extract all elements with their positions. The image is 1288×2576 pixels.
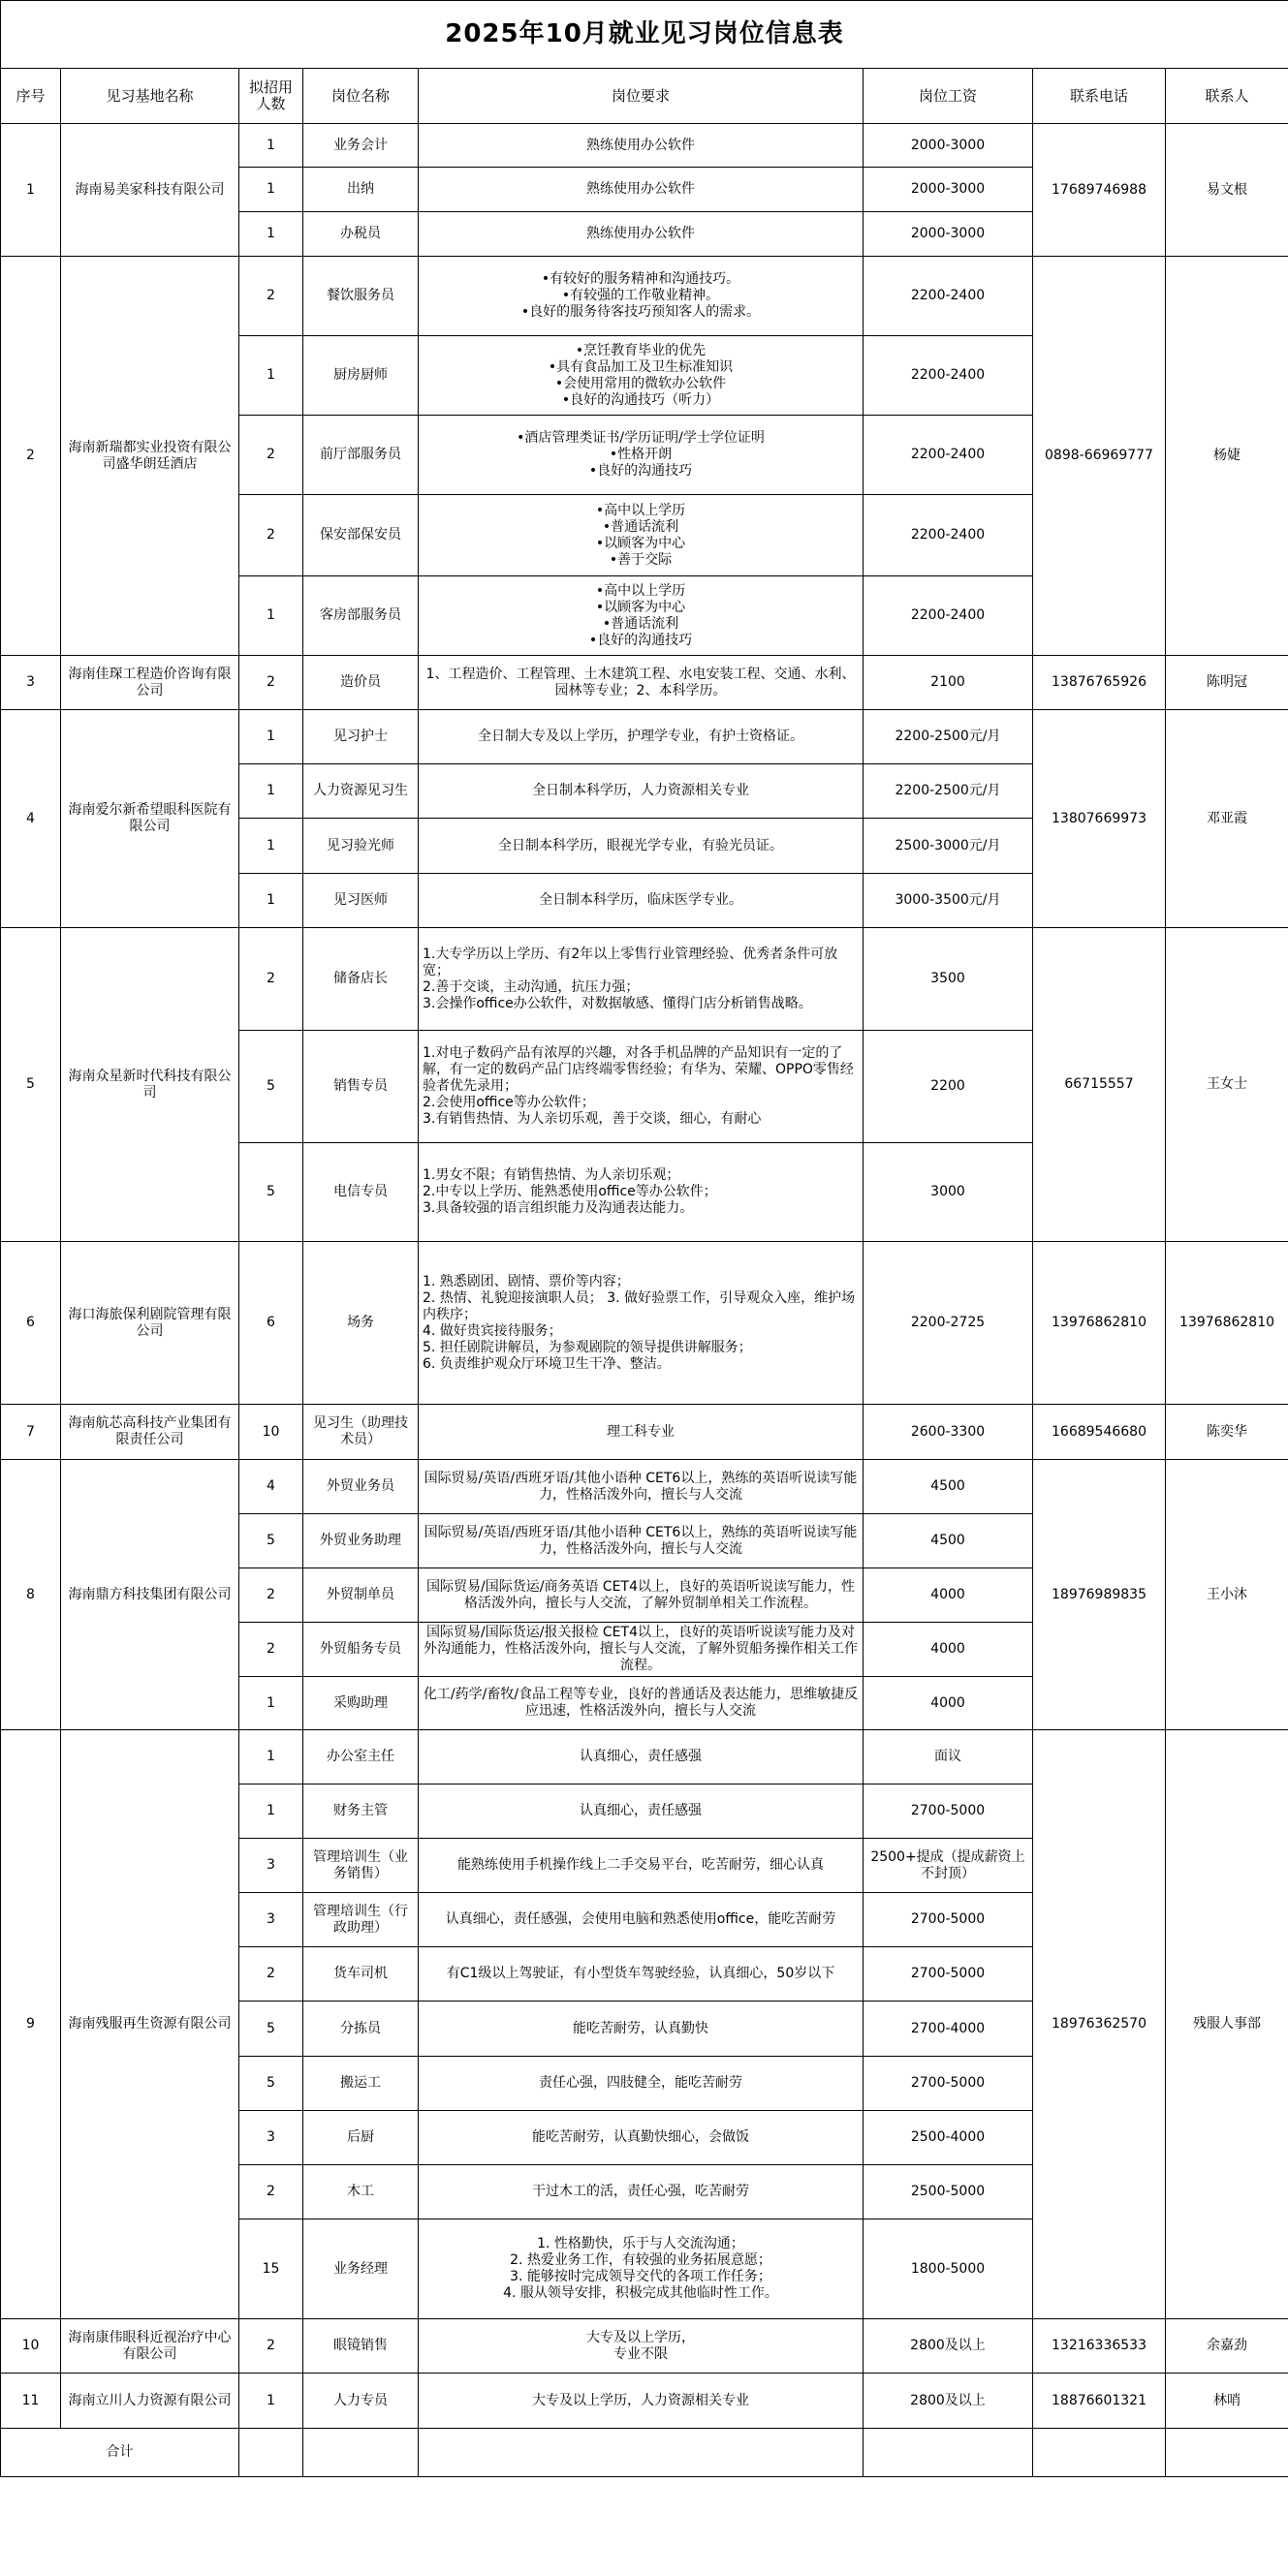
position-name: 办税员 xyxy=(303,212,419,257)
table-row xyxy=(1,1242,1288,1405)
header-contact: 联系人 xyxy=(1166,69,1288,124)
total-empty-cell xyxy=(419,2429,864,2477)
total-empty-cell xyxy=(864,2429,1033,2477)
job-requirement: 大专及以上学历， 专业不限 xyxy=(419,2319,864,2374)
job-requirement: 认真细心，责任感强 xyxy=(419,1785,864,1839)
hire-count: 1 xyxy=(239,819,303,874)
salary: 2500-4000 xyxy=(864,2111,1033,2165)
contact-phone: 13216336533 xyxy=(1033,2319,1166,2374)
row-number: 2 xyxy=(1,257,61,656)
hire-count: 3 xyxy=(239,2111,303,2165)
contact-phone: 0898-66969777 xyxy=(1033,257,1166,656)
contact-phone: 18976362570 xyxy=(1033,1730,1166,2319)
job-requirement: 大专及以上学历，人力资源相关专业 xyxy=(419,2374,864,2429)
salary: 2600-3300 xyxy=(864,1405,1033,1460)
job-requirement: 熟练使用办公软件 xyxy=(419,124,864,168)
contact-person: 陈奕华 xyxy=(1166,1405,1288,1460)
hire-count: 2 xyxy=(239,1947,303,2002)
hire-count: 1 xyxy=(239,764,303,819)
row-number: 8 xyxy=(1,1460,61,1730)
salary: 3000-3500元/月 xyxy=(864,874,1033,928)
hire-count: 15 xyxy=(239,2219,303,2319)
hire-count: 6 xyxy=(239,1242,303,1405)
position-name: 外贸业务员 xyxy=(303,1460,419,1514)
contact-phone: 16689546680 xyxy=(1033,1405,1166,1460)
job-requirement: 国际贸易/英语/西班牙语/其他小语种 CET6以上，熟练的英语听说读写能力，性格活泼外向，擅长与人交流 xyxy=(419,1514,864,1568)
total-empty-cell xyxy=(1166,2429,1288,2477)
salary: 2200-2400 xyxy=(864,336,1033,416)
table-row xyxy=(1,928,1288,1031)
table-row xyxy=(1,2374,1288,2429)
company-name: 海南航芯高科技产业集团有限责任公司 xyxy=(61,1405,239,1460)
job-requirement: 1.大专学历以上学历、有2年以上零售行业管理经验、优秀者条件可放宽； 2.善于交谈，主动沟通，抗压力强； 3.会操作office办公软件，对数据敏感、懂得门店分析销售战略。 xyxy=(419,928,864,1031)
contact-phone: 18976989835 xyxy=(1033,1460,1166,1730)
contact-phone: 13807669973 xyxy=(1033,710,1166,928)
table-row xyxy=(1,2319,1288,2374)
position-name: 管理培训生（行政助理） xyxy=(303,1893,419,1947)
salary: 2000-3000 xyxy=(864,212,1033,257)
salary: 2700-5000 xyxy=(864,1893,1033,1947)
company-name: 海南易美家科技有限公司 xyxy=(61,124,239,257)
job-requirement: 干过木工的活，责任心强，吃苦耐劳 xyxy=(419,2165,864,2219)
header-phone: 联系电话 xyxy=(1033,69,1166,124)
company-name: 海南鼎方科技集团有限公司 xyxy=(61,1460,239,1730)
company-name: 海南爱尔新希望眼科医院有限公司 xyxy=(61,710,239,928)
salary: 4500 xyxy=(864,1460,1033,1514)
job-requirement: 有C1级以上驾驶证，有小型货车驾驶经验，认真细心，50岁以下 xyxy=(419,1947,864,2002)
position-name: 场务 xyxy=(303,1242,419,1405)
job-requirement: 1. 熟悉剧团、剧情、票价等内容； 2. 热情、礼貌迎接演职人员； 3. 做好验票工作，引导观众入座，维护场内秩序； 4. 做好贵宾接待服务； 5. 担任剧院讲解员，为参观剧院的领导提供讲解服务； 6. 负责维护观众厅环境卫生干净、整洁。 xyxy=(419,1242,864,1405)
header-count: 拟招用人数 xyxy=(239,69,303,124)
hire-count: 1 xyxy=(239,1785,303,1839)
hire-count: 2 xyxy=(239,416,303,495)
salary: 4500 xyxy=(864,1514,1033,1568)
contact-person: 余嘉劲 xyxy=(1166,2319,1288,2374)
salary: 2200-2400 xyxy=(864,576,1033,656)
hire-count: 1 xyxy=(239,874,303,928)
job-requirement: 全日制本科学历，临床医学专业。 xyxy=(419,874,864,928)
salary: 1800-5000 xyxy=(864,2219,1033,2319)
total-empty-cell xyxy=(239,2429,303,2477)
header-company: 见习基地名称 xyxy=(61,69,239,124)
position-name: 管理培训生（业务销售） xyxy=(303,1839,419,1893)
header-no: 序号 xyxy=(1,69,61,124)
position-name: 见习护士 xyxy=(303,710,419,764)
hire-count: 5 xyxy=(239,1031,303,1143)
hire-count: 1 xyxy=(239,212,303,257)
hire-count: 1 xyxy=(239,336,303,416)
hire-count: 1 xyxy=(239,1677,303,1730)
job-requirement: 全日制本科学历，眼视光学专业，有验光员证。 xyxy=(419,819,864,874)
hire-count: 3 xyxy=(239,1839,303,1893)
salary: 2200-2400 xyxy=(864,257,1033,336)
contact-phone: 18876601321 xyxy=(1033,2374,1166,2429)
salary: 2200 xyxy=(864,1031,1033,1143)
position-name: 见习验光师 xyxy=(303,819,419,874)
salary: 2800及以上 xyxy=(864,2319,1033,2374)
position-name: 后厨 xyxy=(303,2111,419,2165)
header-salary: 岗位工资 xyxy=(864,69,1033,124)
hire-count: 5 xyxy=(239,1514,303,1568)
position-name: 储备店长 xyxy=(303,928,419,1031)
position-name: 木工 xyxy=(303,2165,419,2219)
hire-count: 1 xyxy=(239,2374,303,2429)
total-empty-cell xyxy=(1033,2429,1166,2477)
contact-person: 林哨 xyxy=(1166,2374,1288,2429)
company-name: 海口海旅保利剧院管理有限公司 xyxy=(61,1242,239,1405)
total-row xyxy=(1,2429,1288,2477)
salary: 4000 xyxy=(864,1568,1033,1623)
hire-count: 2 xyxy=(239,656,303,710)
job-requirement: 全日制大专及以上学历，护理学专业，有护士资格证。 xyxy=(419,710,864,764)
contact-person: 陈明冠 xyxy=(1166,656,1288,710)
salary: 2000-3000 xyxy=(864,168,1033,212)
salary: 面议 xyxy=(864,1730,1033,1785)
company-name: 海南佳琛工程造价咨询有限公司 xyxy=(61,656,239,710)
hire-count: 5 xyxy=(239,2057,303,2111)
company-name: 海南康伟眼科近视治疗中心有限公司 xyxy=(61,2319,239,2374)
job-requirement: 认真细心，责任感强，会使用电脑和熟悉使用office，能吃苦耐劳 xyxy=(419,1893,864,1947)
company-name: 海南新瑞都实业投资有限公司盛华朗廷酒店 xyxy=(61,257,239,656)
salary: 2000-3000 xyxy=(864,124,1033,168)
position-name: 货车司机 xyxy=(303,1947,419,2002)
position-name: 业务经理 xyxy=(303,2219,419,2319)
contact-person: 易文根 xyxy=(1166,124,1288,257)
job-requirement: 国际贸易/国际货运/商务英语 CET4以上，良好的英语听说读写能力，性格活泼外向，擅长与人交流，了解外贸制单相关工作流程。 xyxy=(419,1568,864,1623)
table-row xyxy=(1,656,1288,710)
total-empty-cell xyxy=(303,2429,419,2477)
position-name: 保安部保安员 xyxy=(303,495,419,576)
position-name: 餐饮服务员 xyxy=(303,257,419,336)
job-requirement: 1. 性格勤快，乐于与人交流沟通； 2. 热爱业务工作，有较强的业务拓展意愿； 3. 能够按时完成领导交代的各项工作任务； 4. 服从领导安排，积极完成其他临时性工作。 xyxy=(419,2219,864,2319)
table-row xyxy=(1,710,1288,764)
table-row xyxy=(1,1460,1288,1514)
row-number: 1 xyxy=(1,124,61,257)
salary: 4000 xyxy=(864,1623,1033,1677)
hire-count: 1 xyxy=(239,710,303,764)
row-number: 6 xyxy=(1,1242,61,1405)
hire-count: 2 xyxy=(239,1623,303,1677)
hire-count: 1 xyxy=(239,1730,303,1785)
row-number: 9 xyxy=(1,1730,61,2319)
position-name: 客房部服务员 xyxy=(303,576,419,656)
contact-person: 杨婕 xyxy=(1166,257,1288,656)
position-name: 外贸船务专员 xyxy=(303,1623,419,1677)
hire-count: 5 xyxy=(239,1143,303,1242)
sheet-title: 2025年10月就业见习岗位信息表 xyxy=(1,1,1288,69)
hire-count: 1 xyxy=(239,124,303,168)
position-name: 见习生（助理技术员） xyxy=(303,1405,419,1460)
position-name: 厨房厨师 xyxy=(303,336,419,416)
job-requirement: •烹饪教育毕业的优先 •具有食品加工及卫生标准知识 •会使用常用的微软办公软件 •良好的沟通技巧（听力） xyxy=(419,336,864,416)
job-requirement: 熟练使用办公软件 xyxy=(419,168,864,212)
position-name: 销售专员 xyxy=(303,1031,419,1143)
position-name: 造价员 xyxy=(303,656,419,710)
company-name: 海南残服再生资源有限公司 xyxy=(61,1730,239,2319)
job-requirement: 认真细心，责任感强 xyxy=(419,1730,864,1785)
salary: 3500 xyxy=(864,928,1033,1031)
position-name: 外贸业务助理 xyxy=(303,1514,419,1568)
contact-phone: 66715557 xyxy=(1033,928,1166,1242)
hire-count: 3 xyxy=(239,1893,303,1947)
contact-phone: 13976862810 xyxy=(1033,1242,1166,1405)
contact-person: 13976862810 xyxy=(1166,1242,1288,1405)
position-name: 财务主管 xyxy=(303,1785,419,1839)
row-number: 10 xyxy=(1,2319,61,2374)
salary: 2700-5000 xyxy=(864,1785,1033,1839)
job-requirement: 熟练使用办公软件 xyxy=(419,212,864,257)
table-row xyxy=(1,1730,1288,1785)
position-name: 分拣员 xyxy=(303,2002,419,2057)
hire-count: 1 xyxy=(239,168,303,212)
position-name: 见习医师 xyxy=(303,874,419,928)
job-requirement: 国际贸易/英语/西班牙语/其他小语种 CET6以上，熟练的英语听说读写能力，性格活泼外向，擅长与人交流 xyxy=(419,1460,864,1514)
position-name: 电信专员 xyxy=(303,1143,419,1242)
position-name: 人力资源见习生 xyxy=(303,764,419,819)
contact-person: 王女士 xyxy=(1166,928,1288,1242)
job-requirement: •酒店管理类证书/学历证明/学士学位证明 •性格开朗 •良好的沟通技巧 xyxy=(419,416,864,495)
salary: 2100 xyxy=(864,656,1033,710)
hire-count: 5 xyxy=(239,2002,303,2057)
job-requirement: 1.男女不限；有销售热情、为人亲切乐观； 2.中专以上学历、能熟悉使用office等办公软件； 3.具备较强的语言组织能力及沟通表达能力。 xyxy=(419,1143,864,1242)
hire-count: 4 xyxy=(239,1460,303,1514)
row-number: 3 xyxy=(1,656,61,710)
job-requirement: 能吃苦耐劳，认真勤快 xyxy=(419,2002,864,2057)
table-row xyxy=(1,1405,1288,1460)
row-number: 5 xyxy=(1,928,61,1242)
hire-count: 1 xyxy=(239,576,303,656)
header-row xyxy=(1,69,1288,124)
row-number: 7 xyxy=(1,1405,61,1460)
job-requirement: 1、工程造价、工程管理、土木建筑工程、水电安装工程、交通、水利、园林等专业；2、本科学历。 xyxy=(419,656,864,710)
table-row xyxy=(1,124,1288,168)
salary: 2200-2500元/月 xyxy=(864,710,1033,764)
company-name: 海南众星新时代科技有限公司 xyxy=(61,928,239,1242)
company-name: 海南立川人力资源有限公司 xyxy=(61,2374,239,2429)
position-name: 办公室主任 xyxy=(303,1730,419,1785)
position-name: 前厅部服务员 xyxy=(303,416,419,495)
hire-count: 2 xyxy=(239,2165,303,2219)
salary: 2200-2400 xyxy=(864,495,1033,576)
job-requirement: •高中以上学历 •普通话流利 •以顾客为中心 •善于交际 xyxy=(419,495,864,576)
position-name: 出纳 xyxy=(303,168,419,212)
position-name: 外贸制单员 xyxy=(303,1568,419,1623)
job-requirement: 能吃苦耐劳，认真勤快细心，会做饭 xyxy=(419,2111,864,2165)
salary: 2500-3000元/月 xyxy=(864,819,1033,874)
position-name: 眼镜销售 xyxy=(303,2319,419,2374)
position-name: 搬运工 xyxy=(303,2057,419,2111)
hire-count: 10 xyxy=(239,1405,303,1460)
contact-person: 王小沐 xyxy=(1166,1460,1288,1730)
salary: 2200-2725 xyxy=(864,1242,1033,1405)
salary: 2200-2400 xyxy=(864,416,1033,495)
job-requirement: •有较好的服务精神和沟通技巧。 •有较强的工作敬业精神。 •良好的服务待客技巧预知客人的需求。 xyxy=(419,257,864,336)
row-number: 11 xyxy=(1,2374,61,2429)
total-label: 合计 xyxy=(1,2429,239,2477)
position-name: 人力专员 xyxy=(303,2374,419,2429)
salary: 2800及以上 xyxy=(864,2374,1033,2429)
row-number: 4 xyxy=(1,710,61,928)
header-position: 岗位名称 xyxy=(303,69,419,124)
salary: 2700-4000 xyxy=(864,2002,1033,2057)
contact-phone: 13876765926 xyxy=(1033,656,1166,710)
position-name: 采购助理 xyxy=(303,1677,419,1730)
salary: 2700-5000 xyxy=(864,2057,1033,2111)
contact-phone: 17689746988 xyxy=(1033,124,1166,257)
hire-count: 2 xyxy=(239,495,303,576)
salary: 2500+提成（提成薪资上不封顶） xyxy=(864,1839,1033,1893)
hire-count: 2 xyxy=(239,928,303,1031)
job-requirement: 理工科专业 xyxy=(419,1405,864,1460)
table-row xyxy=(1,257,1288,336)
job-requirement: 化工/药学/畜牧/食品工程等专业，良好的普通话及表达能力，思维敏捷反应迅速，性格活泼外向，擅长与人交流 xyxy=(419,1677,864,1730)
job-requirement: 1.对电子数码产品有浓厚的兴趣，对各手机品牌的产品知识有一定的了解，有一定的数码产品门店终端零售经验；有华为、荣耀、OPPO零售经验者优先录用； 2.会使用office等办公软件； 3.有销售热情、为人亲切乐观，善于交谈，细心，有耐心 xyxy=(419,1031,864,1143)
salary: 2500-5000 xyxy=(864,2165,1033,2219)
hire-count: 2 xyxy=(239,257,303,336)
contact-person: 残服人事部 xyxy=(1166,1730,1288,2319)
salary: 2200-2500元/月 xyxy=(864,764,1033,819)
job-requirement: •高中以上学历 •以顾客为中心 •普通话流利 •良好的沟通技巧 xyxy=(419,576,864,656)
hire-count: 2 xyxy=(239,2319,303,2374)
salary: 3000 xyxy=(864,1143,1033,1242)
position-name: 业务会计 xyxy=(303,124,419,168)
contact-person: 邓亚霞 xyxy=(1166,710,1288,928)
job-requirement: 能熟练使用手机操作线上二手交易平台，吃苦耐劳，细心认真 xyxy=(419,1839,864,1893)
job-requirement: 责任心强，四肢健全，能吃苦耐劳 xyxy=(419,2057,864,2111)
hire-count: 2 xyxy=(239,1568,303,1623)
salary: 2700-5000 xyxy=(864,1947,1033,2002)
header-requirement: 岗位要求 xyxy=(419,69,864,124)
job-requirement: 全日制本科学历，人力资源相关专业 xyxy=(419,764,864,819)
job-requirement: 国际贸易/国际货运/报关报检 CET4以上，良好的英语听说读写能力及对外沟通能力，性格活泼外向，擅长与人交流，了解外贸船务操作相关工作流程。 xyxy=(419,1623,864,1677)
title-row xyxy=(1,1,1288,69)
salary: 4000 xyxy=(864,1677,1033,1730)
